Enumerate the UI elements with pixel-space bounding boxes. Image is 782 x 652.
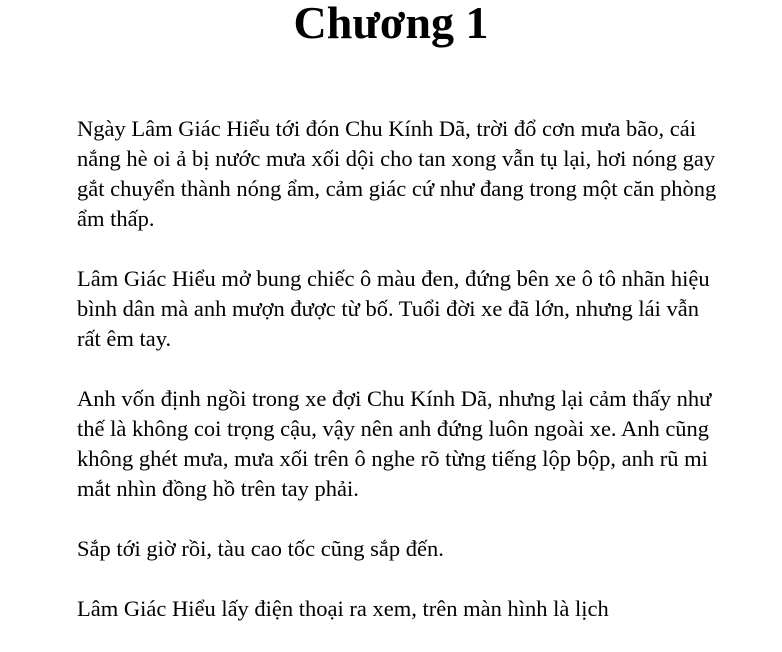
paragraph: Lâm Giác Hiểu lấy điện thoại ra xem, trên màn hình là lịch xyxy=(77,596,609,621)
chapter-body xyxy=(77,114,727,652)
chapter-title: Chương 1 xyxy=(293,0,489,48)
paragraph: Lâm Giác Hiểu mở bung chiếc ô màu đen, đứng bên xe ô tô nhãn hiệu bình dân mà anh mượn được từ bố. Tuổi đời xe đã lớn, nhưng lái vẫn rất êm tay. xyxy=(77,266,710,351)
paragraph: Sắp tới giờ rồi, tàu cao tốc cũng sắp đến. xyxy=(77,536,444,561)
paragraph: Anh vốn định ngồi trong xe đợi Chu Kính Dã, nhưng lại cảm thấy như thế là không coi trọng cậu, vậy nên anh đứng luôn ngoài xe. Anh cũng không ghét mưa, mưa xối trên ô nghe rõ từng tiếng lộp bộp, anh rũ mi mắt nhìn đồng hồ trên tay phải. xyxy=(77,386,712,501)
paragraph: Ngày Lâm Giác Hiểu tới đón Chu Kính Dã, trời đổ cơn mưa bão, cái nắng hè oi ả bị nước mưa xối dội cho tan xong vẫn tụ lại, hơi nóng gay gắt chuyển thành nóng ẩm, cảm giác cứ như đang trong một căn phòng ẩm thấp. xyxy=(77,116,717,231)
